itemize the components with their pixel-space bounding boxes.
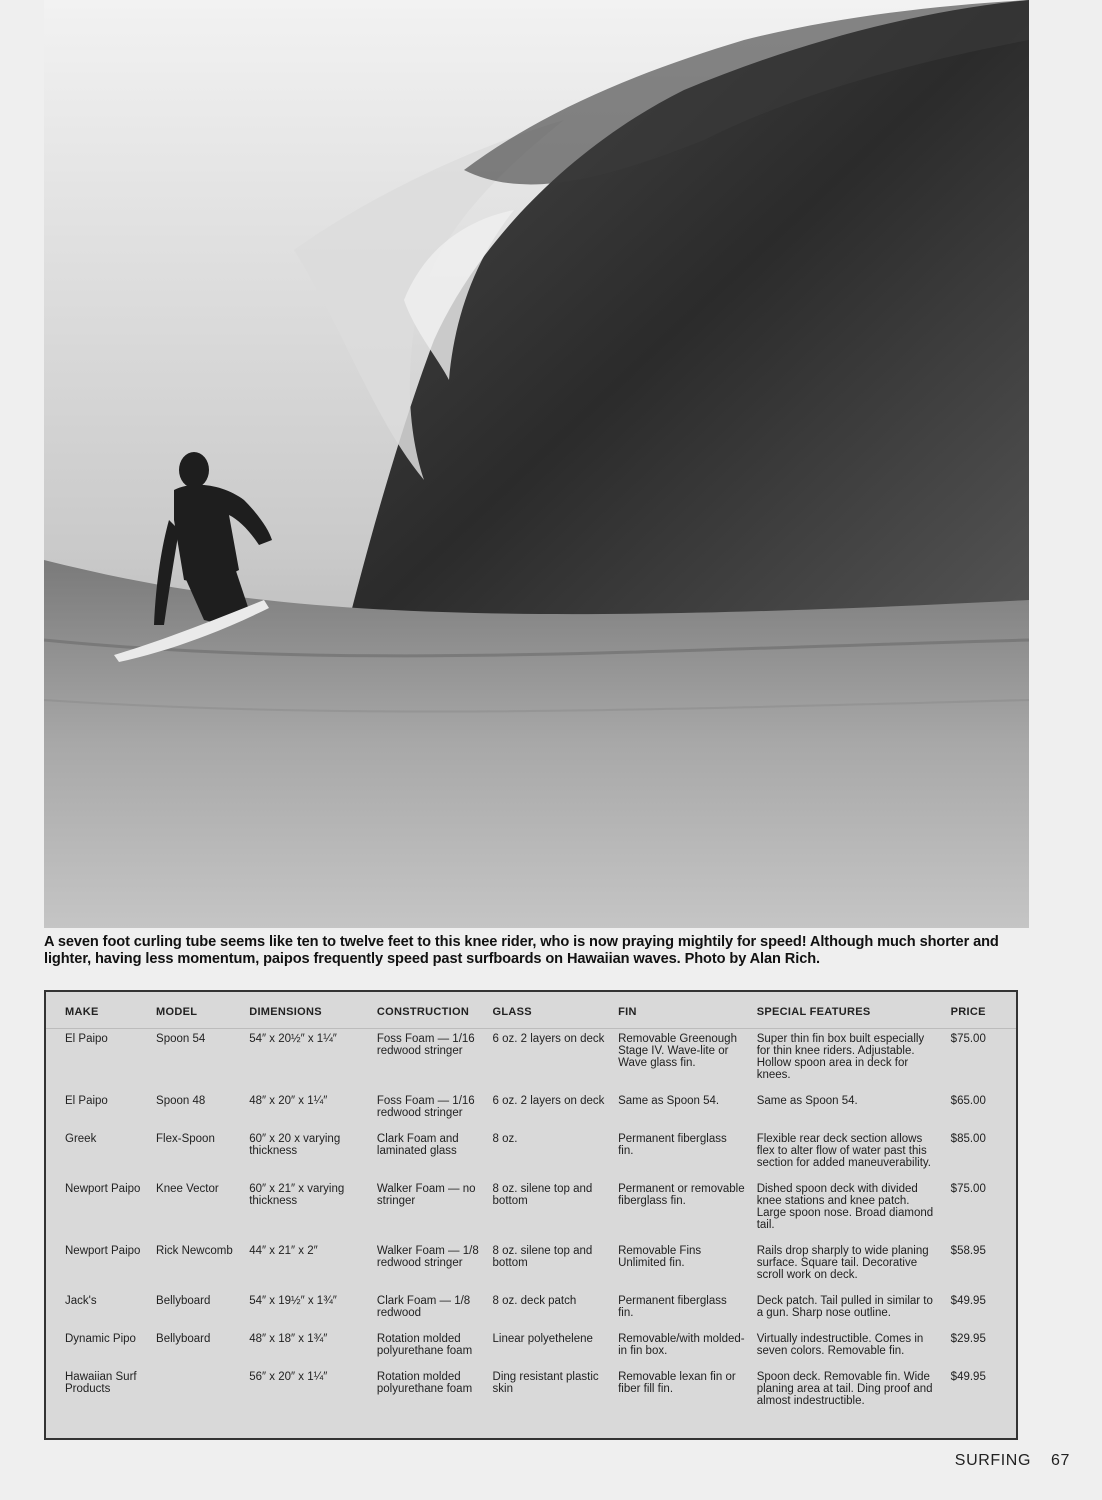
cell-price: $29.95 [950,1333,986,1345]
cell-model: Rick Newcomb [156,1245,233,1257]
cell-model: Spoon 48 [156,1095,206,1107]
header-dimensions: DIMENSIONS [243,992,371,1029]
cell-fin: Removable Fins Unlimited fin. [618,1245,702,1269]
cell-make: Hawaiian Surf Products [65,1371,137,1395]
cell-glass: Ding resistant plastic skin [492,1371,599,1395]
cell-price: $49.95 [950,1295,986,1307]
cell-special-features: Flexible rear deck section allows flex to alter flow of water past this section for added maneuverability. [756,1133,931,1169]
table-row [46,1329,1016,1367]
cell-model: Knee Vector [156,1183,219,1195]
cell-special-features: Same as Spoon 54. [756,1095,858,1107]
header-glass: GLASS [487,992,613,1029]
cell-make: Dynamic Pipo [65,1333,136,1345]
page-footer [955,1452,1070,1470]
cell-glass: Linear polyethelene [492,1333,593,1345]
cell-special-features: Dished spoon deck with divided knee stations and knee patch. Large spoon nose. Broad diamond tail. [756,1183,934,1231]
cell-price: $75.00 [950,1183,986,1195]
cell-construction: Rotation molded polyurethane foam [376,1333,473,1357]
cell-glass: 8 oz. silene top and bottom [492,1183,593,1207]
cell-model: Spoon 54 [156,1033,206,1045]
header-fin: FIN [612,992,751,1029]
cell-dimensions: 48″ x 20″ x 1¼″ [249,1095,328,1107]
cell-construction: Clark Foam and laminated glass [376,1133,459,1157]
cell-make: Newport Paipo [65,1245,141,1257]
cell-fin: Removable lexan fin or fiber fill fin. [618,1371,736,1395]
cell-dimensions: 54″ x 20½″ x 1¼″ [249,1033,337,1045]
paipo-comparison-table [44,990,1018,1440]
cell-price: $65.00 [950,1095,986,1107]
wave-photo [44,0,1029,928]
cell-make: Jack's [65,1295,97,1307]
cell-glass: 8 oz. silene top and bottom [492,1245,593,1269]
cell-construction: Rotation molded polyurethane foam [376,1371,473,1395]
cell-dimensions: 56″ x 20″ x 1¼″ [249,1371,328,1383]
cell-dimensions: 44″ x 21″ x 2″ [249,1245,318,1257]
cell-fin: Permanent fiberglass fin. [618,1133,727,1157]
cell-construction: Clark Foam — 1/8 redwood [376,1295,471,1319]
cell-dimensions: 60″ x 20 x varying thickness [249,1133,341,1157]
cell-construction: Walker Foam — no stringer [376,1183,476,1207]
cell-price: $58.95 [950,1245,986,1257]
cell-make: El Paipo [65,1033,108,1045]
cell-price: $85.00 [950,1133,986,1145]
cell-special-features: Deck patch. Tail pulled in similar to a gun. Sharp nose outline. [756,1295,933,1319]
page-number: 67 [1051,1452,1070,1469]
cell-make: Greek [65,1133,97,1145]
cell-model [150,1367,243,1417]
cell-fin: Removable Greenough Stage IV. Wave-lite or Wave glass fin. [618,1033,737,1069]
cell-fin: Permanent fiberglass fin. [618,1295,727,1319]
table-row [46,1129,1016,1179]
cell-make: Newport Paipo [65,1183,141,1195]
cell-model: Flex-Spoon [156,1133,215,1145]
cell-special-features: Super thin fin box built especially for thin knee riders. Adjustable. Hollow spoon area in deck for knees. [756,1033,925,1081]
cell-special-features: Virtually indestructible. Comes in seven colors. Removable fin. [756,1333,924,1357]
cell-make: El Paipo [65,1095,108,1107]
photo-caption: A seven foot curling tube seems like ten to twelve feet to this knee rider, who is now praying mightily for speed! Although much shorter and lighter, having less momentum, paipos frequently speed past surfboards on Hawaiian waves. Photo by Alan Rich. [44,934,999,967]
header-construction: CONSTRUCTION [371,992,487,1029]
cell-glass: 8 oz. deck patch [492,1295,577,1307]
cell-glass: 6 oz. 2 layers on deck [492,1033,605,1045]
cell-price: $75.00 [950,1033,986,1045]
cell-special-features: Spoon deck. Removable fin. Wide planing area at tail. Ding proof and almost indestructible. [756,1371,933,1407]
cell-dimensions: 48″ x 18″ x 1¾″ [249,1333,328,1345]
cell-model: Bellyboard [156,1295,211,1307]
table-row [46,1367,1016,1417]
cell-fin: Removable/with molded-in fin box. [618,1333,745,1357]
table-row [46,1179,1016,1241]
cell-dimensions: 60″ x 21″ x varying thickness [249,1183,345,1207]
magazine-name: SURFING [954,1452,1031,1469]
cell-price: $49.95 [950,1371,986,1383]
cell-special-features: Rails drop sharply to wide planing surface. Square tail. Decorative scroll work on deck. [756,1245,929,1281]
table-row [46,1029,1016,1092]
cell-model: Bellyboard [156,1333,211,1345]
cell-construction: Foss Foam — 1/16 redwood stringer [376,1095,475,1119]
table-row [46,1241,1016,1291]
cell-glass: 8 oz. [492,1133,518,1145]
table-row [46,1291,1016,1329]
header-model: MODEL [150,992,243,1029]
table-header-row [46,992,1016,1029]
table-row [46,1091,1016,1129]
header-special-features: SPECIAL FEATURES [751,992,945,1029]
cell-fin: Same as Spoon 54. [618,1095,720,1107]
cell-glass: 6 oz. 2 layers on deck [492,1095,605,1107]
header-make: MAKE [46,992,150,1029]
cell-construction: Walker Foam — 1/8 redwood stringer [376,1245,479,1269]
cell-construction: Foss Foam — 1/16 redwood stringer [376,1033,475,1057]
cell-dimensions: 54″ x 19½″ x 1¾″ [249,1295,337,1307]
header-price: PRICE [945,992,1016,1029]
cell-fin: Permanent or removable fiberglass fin. [618,1183,745,1207]
